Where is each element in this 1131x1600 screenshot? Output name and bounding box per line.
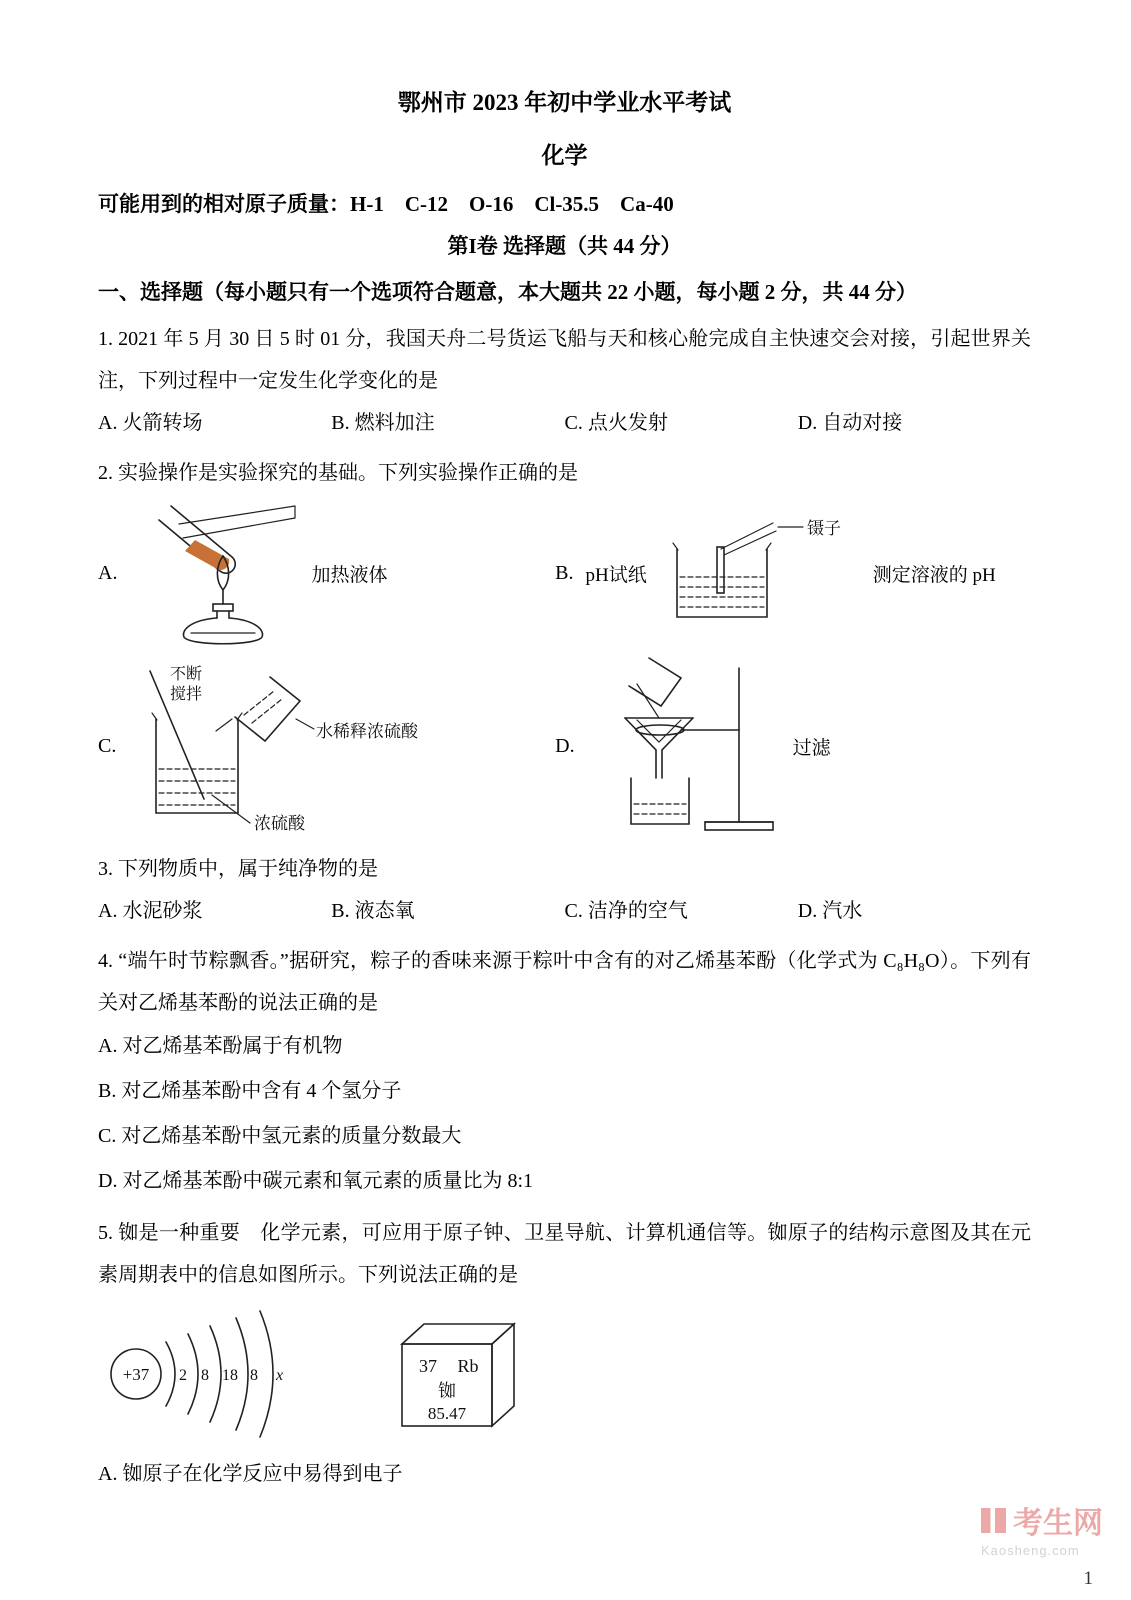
question-5-options bbox=[98, 1452, 1031, 1497]
question-5-text: 5. 铷是一种重要 化学元素，可应用于原子钟、卫星导航、计算机通信等。铷原子的结构示意图及其在元素周期表中的信息如图所示。下列说法正确的是 bbox=[98, 1221, 1031, 1286]
q2-c-stir-label-1: 不断 bbox=[170, 665, 203, 683]
kaosheng-watermark bbox=[981, 1498, 1103, 1558]
q3-option-c: C. 洁净的空气 bbox=[564, 899, 688, 922]
q2-c-dilute-label: 水稀释浓硫酸 bbox=[316, 721, 419, 741]
q2-d-caption: 过滤 bbox=[792, 738, 831, 760]
heating-liquid-diagram bbox=[129, 498, 301, 650]
q3-option-d: D. 汽水 bbox=[797, 899, 863, 922]
q5-option-a: A. 铷原子在化学反应中易得到电子 bbox=[98, 1462, 403, 1485]
question-4-text: 4. “端午时节粽飘香。”据研究，粽子的香味来源于粽叶中含有的对乙烯基苯酚（化学式为 C₈H₈O）。下列有关对乙烯基苯酚的说法正确的是 bbox=[98, 949, 1031, 1014]
dilute-acid-diagram bbox=[128, 657, 430, 837]
q2-row-cd bbox=[98, 654, 1031, 840]
ph-test-diagram bbox=[655, 517, 863, 631]
part-heading: 一、选择题（每小题只有一个选项符合题意，本大题共 22 小题，每小题 2 分，共 44 分） bbox=[98, 280, 917, 304]
q5-box-mass: 85.47 bbox=[427, 1403, 467, 1423]
q3-option-b: B. 液态氧 bbox=[331, 899, 415, 922]
q2-d-letter: D. bbox=[555, 735, 575, 758]
q2-c-acid-label: 浓硫酸 bbox=[254, 813, 306, 833]
q4-option-a: A. 对乙烯基苯酚属于有机物 bbox=[98, 1034, 343, 1057]
q1-option-d: D. 自动对接 bbox=[797, 411, 903, 434]
q5-atom-nucleus: +37 bbox=[122, 1364, 150, 1384]
q2-b-ph-paper-label: pH试纸 bbox=[585, 565, 647, 587]
q5-box-symbol: Rb bbox=[457, 1355, 479, 1376]
q4-option-b: B. 对乙烯基苯酚中含有 4 个氢分子 bbox=[98, 1079, 402, 1102]
rubidium-atom-structure-diagram bbox=[100, 1306, 336, 1442]
question-4-options bbox=[98, 1024, 1031, 1204]
kaosheng-logo-icon bbox=[981, 1508, 1006, 1533]
q3-option-a: A. 水泥砂浆 bbox=[98, 899, 203, 922]
q5-atom-shell-3: 18 bbox=[222, 1366, 238, 1384]
question-2-text: 2. 实验操作是实验探究的基础。下列实验操作正确的是 bbox=[98, 461, 578, 484]
q5-box-number: 37 bbox=[419, 1355, 437, 1376]
watermark-subtext: Kaosheng.com bbox=[981, 1543, 1080, 1558]
q2-b-tweezers-label: 镊子 bbox=[806, 518, 841, 538]
q1-option-b: B. 燃料加注 bbox=[331, 411, 435, 434]
q5-atom-shell-4: 8 bbox=[250, 1366, 258, 1384]
q2-c-stir-label-2: 搅拌 bbox=[170, 685, 203, 703]
q5-atom-shell-5: x bbox=[276, 1366, 284, 1384]
q2-b-caption: 测定溶液的 pH bbox=[872, 565, 996, 587]
page-number: 1 bbox=[1083, 1568, 1093, 1589]
q4-option-c: C. 对乙烯基苯酚中氢元素的质量分数最大 bbox=[98, 1124, 462, 1147]
q5-atom-shell-1: 2 bbox=[179, 1366, 187, 1384]
q1-option-a: A. 火箭转场 bbox=[98, 411, 203, 434]
q2-a-letter: A. bbox=[98, 562, 118, 585]
q2-option-d bbox=[555, 654, 1031, 840]
watermark-text: 考生网 bbox=[1013, 1507, 1103, 1540]
q1-option-c: C. 点火发射 bbox=[564, 411, 668, 434]
exam-subject: 化学 bbox=[541, 143, 588, 168]
q5-figures bbox=[100, 1306, 1031, 1442]
q2-c-letter: C. bbox=[98, 735, 117, 758]
q2-option-a bbox=[98, 498, 555, 650]
q2-a-caption: 加热液体 bbox=[311, 565, 388, 587]
q2-b-letter: B. bbox=[555, 562, 574, 585]
q2-row-ab bbox=[98, 498, 1031, 650]
section-title: 第I卷 选择题（共 44 分） bbox=[447, 234, 682, 258]
q5-box-name: 铷 bbox=[438, 1380, 456, 1401]
q4-option-d: D. 对乙烯基苯酚中碳元素和氧元素的质量比为 8:1 bbox=[98, 1169, 533, 1192]
q5-atom-shell-2: 8 bbox=[201, 1366, 209, 1384]
question-3-text: 3. 下列物质中，属于纯净物的是 bbox=[98, 857, 378, 880]
question-1-text: 1. 2021 年 5 月 30 日 5 时 01 分，我国天舟二号货运飞船与天和核心舱完成自主快速交会对接，引起世界关注，下列过程中一定发生化学变化的是 bbox=[98, 327, 1031, 392]
q2-option-b bbox=[555, 517, 1031, 631]
filtration-diagram bbox=[587, 654, 783, 840]
question-1-options bbox=[98, 402, 1031, 444]
q2-option-c bbox=[98, 657, 555, 837]
question-3-options bbox=[98, 890, 1031, 932]
atomic-mass-line: 可能用到的相对原子质量：H-1 C-12 O-16 Cl-35.5 Ca-40 bbox=[98, 192, 674, 216]
exam-title: 鄂州市 2023 年初中学业水平考试 bbox=[397, 90, 732, 115]
rubidium-periodic-table-cell bbox=[388, 1312, 522, 1436]
